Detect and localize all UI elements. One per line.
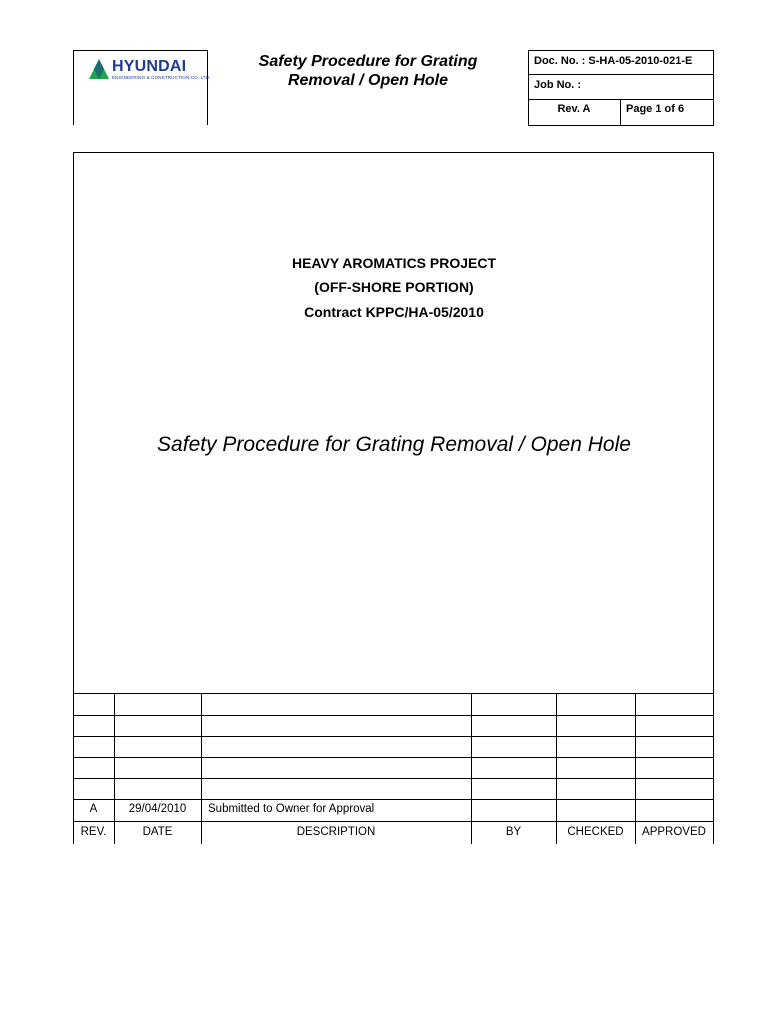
header-description: DESCRIPTION xyxy=(296,826,376,838)
logo-wordmark: HYUNDAI xyxy=(112,58,187,75)
project-portion: (OFF-SHORE PORTION) xyxy=(314,279,474,295)
rev-table-line xyxy=(73,736,714,737)
description-cell: Submitted to Owner for Approval xyxy=(208,803,375,815)
header-approved: APPROVED xyxy=(642,826,706,838)
header-logo-divider xyxy=(207,50,208,125)
header-top-border xyxy=(73,50,208,51)
rev-table-line xyxy=(73,799,714,800)
logo-triangle-icon xyxy=(88,58,110,80)
date-cell: 29/04/2010 xyxy=(128,803,187,815)
rev-table-col-divider xyxy=(635,693,636,844)
rev-table-line xyxy=(73,757,714,758)
frame-top-border xyxy=(73,152,714,153)
logo-subtitle: ENGINEERING & CONSTRUCTION CO.,LTD. xyxy=(112,75,211,80)
info-row1-border xyxy=(528,74,714,75)
company-logo xyxy=(88,58,211,82)
rev-cell: A xyxy=(89,803,98,815)
rev-table-line xyxy=(73,821,714,822)
header-by: BY xyxy=(505,826,522,838)
project-name: HEAVY AROMATICS PROJECT xyxy=(291,255,497,271)
header-checked: CHECKED xyxy=(567,826,624,838)
page-number: Page 1 of 6 xyxy=(626,103,685,115)
rev-table-line xyxy=(73,715,714,716)
rev-table-line xyxy=(73,778,714,779)
info-right-border xyxy=(713,50,714,126)
rev-table-col-divider xyxy=(471,693,472,844)
header-rev: REV. xyxy=(80,826,107,838)
info-rev-divider xyxy=(620,99,621,126)
header-title-line2: Removal / Open Hole xyxy=(287,72,449,89)
revision-label: Rev. A xyxy=(557,103,591,115)
rev-table-col-divider xyxy=(556,693,557,844)
header-title-line1: Safety Procedure for Grating xyxy=(258,53,478,70)
header-date: DATE xyxy=(142,826,173,838)
info-top-border xyxy=(528,50,714,51)
contract-number: Contract KPPC/HA-05/2010 xyxy=(304,304,484,320)
header-left-border xyxy=(73,50,74,125)
header-title xyxy=(210,52,526,90)
info-bottom-border xyxy=(528,125,714,126)
document-title: Safety Procedure for Grating Removal / Open Hole xyxy=(157,433,631,456)
rev-table-col-divider xyxy=(114,693,115,844)
rev-table-line xyxy=(73,693,714,694)
job-number: Job No. : xyxy=(534,79,582,91)
rev-table-col-divider xyxy=(201,693,202,844)
doc-number: Doc. No. : S-HA-05-2010-021-E xyxy=(534,55,693,67)
info-row2-border xyxy=(528,99,714,100)
